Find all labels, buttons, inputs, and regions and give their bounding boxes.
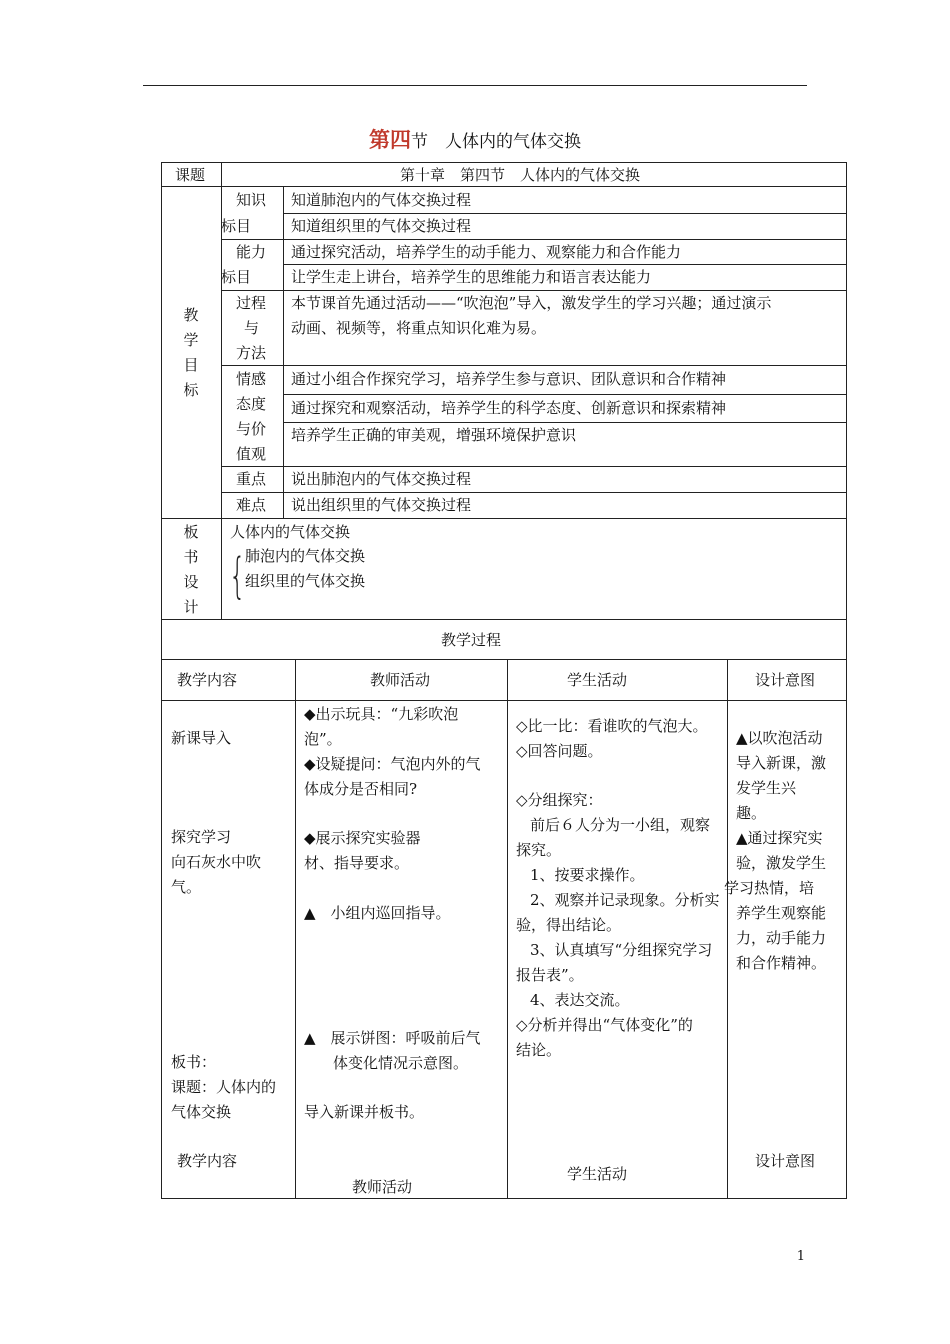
knowledge-item-2: 知道组织里的气体交换过程 <box>291 217 472 235</box>
student-line-7: 2、观察并记录现象。分析实 <box>530 891 720 909</box>
board-label-4: 计 <box>183 598 199 616</box>
attitude-label-3: 与价 <box>236 420 267 438</box>
key-point-label: 重点 <box>236 470 267 488</box>
difficulty-label: 难点 <box>236 496 267 514</box>
teacher-line-10: 导入新课并板书。 <box>304 1103 425 1121</box>
intent-line-6: 验，激发学生 <box>736 854 827 872</box>
student-line-10: 报告表”。 <box>516 966 584 984</box>
ability-label-1: 能力 <box>236 243 267 261</box>
footer-teacher: 教师活动 <box>352 1178 413 1196</box>
header-student: 学生活动 <box>567 671 628 689</box>
intent-line-3: 发学生兴 <box>736 779 797 797</box>
ability-label-2: 标目 <box>221 268 252 286</box>
board-title: 人体内的气体交换 <box>230 523 351 541</box>
page-number: 1 <box>796 1249 805 1264</box>
teacher-line-6: 材、指导要求。 <box>304 854 410 872</box>
student-line-8: 验，得出结论。 <box>516 916 622 934</box>
board-item-1: 肺泡内的气体交换 <box>245 547 366 565</box>
objectives-label-4: 标 <box>183 381 199 399</box>
teacher-line-8: ▲ 展示饼图：呼吸前后气 <box>304 1029 481 1047</box>
knowledge-item-1: 知道肺泡内的气体交换过程 <box>291 191 472 209</box>
content-board-2: 课题：人体内的 <box>171 1078 277 1096</box>
content-board-1: 板书： <box>171 1053 217 1071</box>
header-teacher: 教师活动 <box>370 671 431 689</box>
board-label-2: 书 <box>183 548 199 566</box>
board-label-3: 设 <box>183 573 199 591</box>
teacher-line-2: 泡”。 <box>304 730 342 748</box>
ability-item-2: 让学生走上讲台，培养学生的思维能力和语言表达能力 <box>291 268 652 286</box>
attitude-item-1: 通过小组合作探究学习，培养学生参与意识、团队意识和合作精神 <box>291 370 727 388</box>
intent-line-7: 学习热情，培 <box>724 879 815 897</box>
student-line-12: ◇分析并得出“气体变化”的 <box>516 1016 693 1034</box>
teacher-line-4: 体成分是否相同? <box>304 780 418 798</box>
footer-student: 学生活动 <box>567 1165 628 1183</box>
teacher-line-3: ◆设疑提问：气泡内外的气 <box>304 755 481 773</box>
intent-line-10: 和合作精神。 <box>736 954 827 972</box>
board-item-2: 组织里的气体交换 <box>245 572 366 590</box>
objectives-label-3: 目 <box>183 356 199 374</box>
intent-line-2: 导入新课，激 <box>736 754 827 772</box>
attitude-label-4: 值观 <box>236 445 267 463</box>
knowledge-label-2: 标目 <box>221 217 252 235</box>
page-title: 第四节 人体内的气体交换 <box>369 127 581 152</box>
student-line-6: 1、按要求操作。 <box>530 866 645 884</box>
content-inquiry-1: 探究学习 <box>171 828 232 846</box>
student-line-13: 结论。 <box>516 1041 562 1059</box>
teacher-line-5: ◆展示探究实验器 <box>304 829 421 847</box>
student-line-4: 前后６人分为一小组，观察 <box>530 816 711 834</box>
student-line-1: ◇比一比：看谁吹的气泡大。 <box>516 717 708 735</box>
student-line-9: 3、认真填写“分组探究学习 <box>530 941 713 959</box>
attitude-item-3: 培养学生正确的审美观，增强环境保护意识 <box>291 426 577 444</box>
header-rule <box>143 85 807 86</box>
header-content: 教学内容 <box>177 671 238 689</box>
student-line-3: ◇分组探究： <box>516 791 603 809</box>
intent-line-1: ▲以吹泡活动 <box>736 729 823 747</box>
footer-intent: 设计意图 <box>755 1152 816 1170</box>
ability-item-1: 通过探究活动，培养学生的动手能力、观察能力和合作能力 <box>291 243 682 261</box>
content-inquiry-2: 向石灰水中吹 <box>171 853 262 871</box>
brace-icon: { <box>229 548 246 604</box>
objectives-label-2: 学 <box>183 331 199 349</box>
content-intro: 新课导入 <box>171 729 232 747</box>
process-label-2: 与 <box>244 319 260 337</box>
teacher-line-1: ◆出示玩具：“九彩吹泡 <box>304 705 459 723</box>
intent-line-4: 趣。 <box>736 804 767 822</box>
objectives-label-1: 教 <box>183 306 199 324</box>
teacher-line-9: 体变化情况示意图。 <box>333 1054 469 1072</box>
footer-content: 教学内容 <box>177 1152 238 1170</box>
student-line-11: 4、表达交流。 <box>530 991 630 1009</box>
keti-label: 课题 <box>175 166 206 184</box>
process-label-1: 过程 <box>236 294 267 312</box>
attitude-label-1: 情感 <box>236 370 267 388</box>
teacher-line-7: ▲ 小组内巡回指导。 <box>304 904 451 922</box>
student-line-2: ◇回答问题。 <box>516 742 603 760</box>
content-board-3: 气体交换 <box>171 1103 232 1121</box>
student-line-5: 探究。 <box>516 841 562 859</box>
keti-value: 第十章 第四节 人体内的气体交换 <box>400 166 641 184</box>
knowledge-label-1: 知识 <box>236 191 267 209</box>
process-text-line-1: 本节课首先通过活动——“吹泡泡”导入，激发学生的学习兴趣；通过演示 <box>291 294 772 312</box>
key-point-value: 说出肺泡内的气体交换过程 <box>291 470 472 488</box>
header-intent: 设计意图 <box>755 671 816 689</box>
intent-line-8: 养学生观察能 <box>736 904 827 922</box>
difficulty-value: 说出组织里的气体交换过程 <box>291 496 472 514</box>
attitude-item-2: 通过探究和观察活动，培养学生的科学态度、创新意识和探索精神 <box>291 399 727 417</box>
intent-line-5: ▲通过探究实 <box>736 829 823 847</box>
attitude-label-2: 态度 <box>236 395 267 413</box>
teaching-process-heading: 教学过程 <box>441 631 502 649</box>
board-label-1: 板 <box>183 523 199 541</box>
process-text-line-2: 动画、视频等，将重点知识化难为易。 <box>291 319 547 337</box>
process-label-3: 方法 <box>236 344 267 362</box>
intent-line-9: 力，动手能力 <box>736 929 827 947</box>
content-inquiry-3: 气。 <box>171 878 202 896</box>
